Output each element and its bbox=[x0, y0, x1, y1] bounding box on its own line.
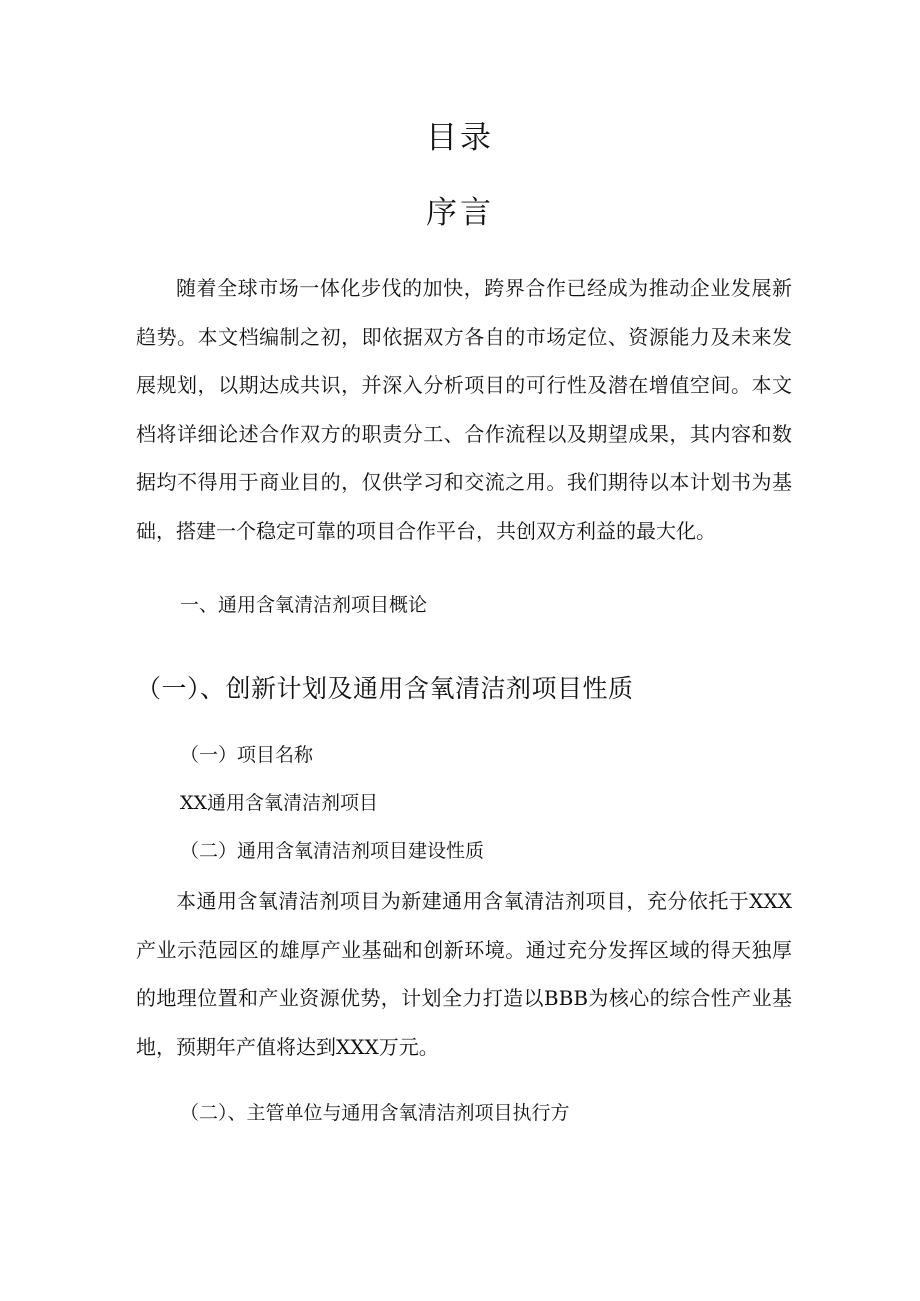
construction-nature-paragraph: 本通用含氧清洁剂项目为新建通用含氧清洁剂项目，充分依托于XXX产业示范园区的雄厚产业基础和创新环境。通过充分发挥区域的得天独厚的地理位置和产业资源优势，计划全力打造以BBB为核心的综合性产业基地，预期年产值将达到XXX万元。 bbox=[136, 889, 792, 1059]
toc-title: 目录 bbox=[426, 120, 494, 156]
preface-title: 序言 bbox=[426, 195, 494, 231]
subsection-heading-project-name: （一）项目名称 bbox=[180, 744, 314, 766]
section-heading-innovation: （一）、创新计划及通用含氧清洁剂项目性质 bbox=[136, 674, 634, 703]
section-heading-authority: （二）、主管单位与通用含氧清洁剂项目执行方 bbox=[180, 1102, 570, 1124]
project-name-text: XX通用含氧清洁剂项目 bbox=[180, 792, 379, 814]
preface-paragraph: 随着全球市场一体化步伐的加快，跨界合作已经成为推动企业发展新趋势。本文档编制之初，即依据双方各自的市场定位、资源能力及未来发展规划，以期达成共识，并深入分析项目的可行性及潜在增值空间。本文档将详细论述合作双方的职责分工、合作流程以及期望成果，其内容和数据均不得用于商业目的，仅供学习和交流之用。我们期待以本计划书为基础，搭建一个稳定可靠的项目合作平台，共创双方利益的最大化。 bbox=[136, 276, 792, 543]
chapter-heading: 一、通用含氧清洁剂项目概论 bbox=[180, 594, 428, 616]
subsection-heading-construction-nature: （二）通用含氧清洁剂项目建设性质 bbox=[180, 840, 485, 862]
